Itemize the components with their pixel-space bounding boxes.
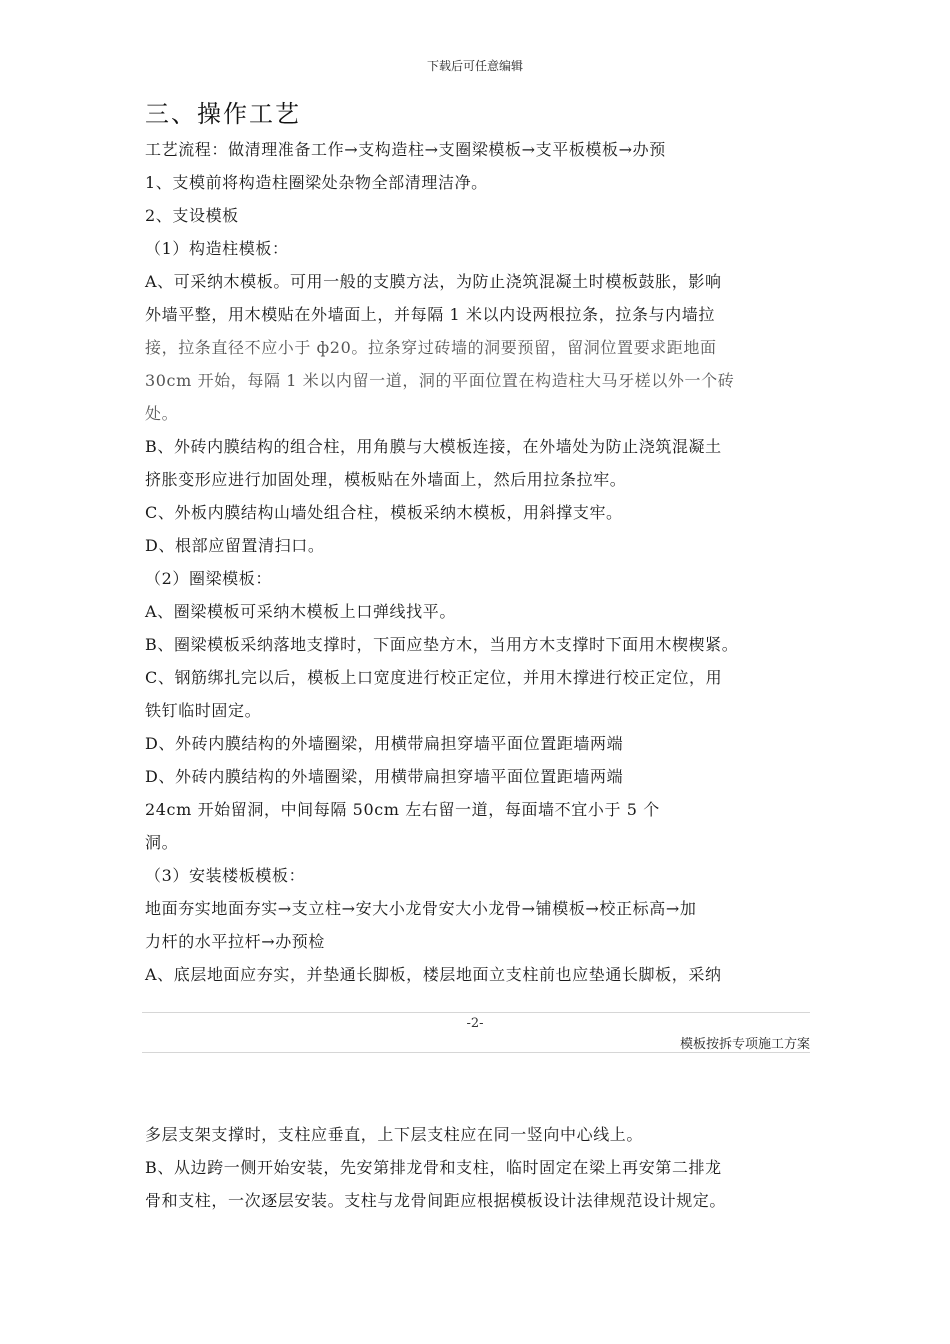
body-line: 洞。	[145, 833, 179, 852]
body-line: C、钢筋绑扎完以后，模板上口宽度进行校正定位，并用木撑进行校正定位，用	[145, 668, 723, 687]
body-line: B、从边跨一侧开始安装，先安第排龙骨和支柱，临时固定在梁上再安第二排龙	[145, 1158, 722, 1177]
document-title: 模板按拆专项施工方案	[679, 1037, 810, 1052]
body-line: （2）圈梁模板：	[145, 569, 272, 588]
body-line: A、圈梁模板可采纳木模板上口弹线找平。	[145, 602, 456, 621]
body-line: 30cm 开始，每隔 1 米以内留一道，洞的平面位置在构造柱大马牙槎以外一个砖	[145, 371, 735, 390]
body-line: 骨和支柱，一次逐层安装。支柱与龙骨间距应根据模板设计法律规范设计规定。	[145, 1191, 727, 1210]
body-line: C、外板内膜结构山墙处组合柱，模板采纳木模板，用斜撑支牢。	[145, 503, 623, 522]
body-line: 地面夯实地面夯实→支立柱→安大小龙骨安大小龙骨→铺模板→校正标高→加	[145, 899, 697, 918]
header-note: 下载后可任意编辑	[426, 59, 523, 73]
footer-rule-top	[142, 1012, 810, 1013]
body-line: 2、支设模板	[145, 206, 239, 225]
body-line: A、可采纳木模板。可用一般的支膜方法，为防止浇筑混凝土时模板鼓胀，影响	[145, 272, 722, 291]
body-line: 铁钉临时固定。	[145, 701, 262, 720]
body-line: 挤胀变形应进行加固处理，模板贴在外墙面上，然后用拉条拉牢。	[145, 470, 627, 489]
section-title: 三、操作工艺	[145, 100, 301, 128]
body-line: D、外砖内膜结构的外墙圈梁，用横带扁担穿墙平面位置距墙两端	[145, 767, 624, 786]
body-line: 接，拉条直径不应小于 ф20。拉条穿过砖墙的洞要预留，留洞位置要求距地面	[145, 338, 717, 357]
body-line: 处。	[145, 404, 179, 423]
body-line: 多层支架支撑时，支柱应垂直，上下层支柱应在同一竖向中心线上。	[145, 1125, 644, 1144]
body-line: B、圈梁模板采纳落地支撑时，下面应垫方木，当用方木支撑时下面用木楔楔紧。	[145, 635, 739, 654]
body-line: 24cm 开始留洞，中间每隔 50cm 左右留一道，每面墙不宜小于 5 个	[145, 800, 660, 819]
body-line: （3）安装楼板模板：	[145, 866, 306, 885]
body-line: A、底层地面应夯实，并垫通长脚板，楼层地面立支柱前也应垫通长脚板，采纳	[145, 965, 722, 984]
body-line: 1、支模前将构造柱圈梁处杂物全部清理洁净。	[145, 173, 488, 192]
body-line: B、外砖内膜结构的组合柱，用角膜与大模板连接，在外墙处为防止浇筑混凝土	[145, 437, 722, 456]
body-line: 工艺流程：做清理准备工作→支构造柱→支圈梁模板→支平板模板→办预	[145, 140, 666, 159]
page-number: -2-	[466, 1016, 484, 1031]
footer-rule-bottom	[142, 1052, 810, 1053]
body-line: 外墙平整，用木模贴在外墙面上，并每隔 1 米以内设两根拉条，拉条与内墙拉	[145, 305, 715, 324]
body-line: 力杆的水平拉杆→办预检	[145, 932, 326, 951]
body-line: D、根部应留置清扫口。	[145, 536, 325, 555]
body-line: （1）构造柱模板：	[145, 239, 289, 258]
body-line: D、外砖内膜结构的外墙圈梁，用横带扁担穿墙平面位置距墙两端	[145, 734, 624, 753]
